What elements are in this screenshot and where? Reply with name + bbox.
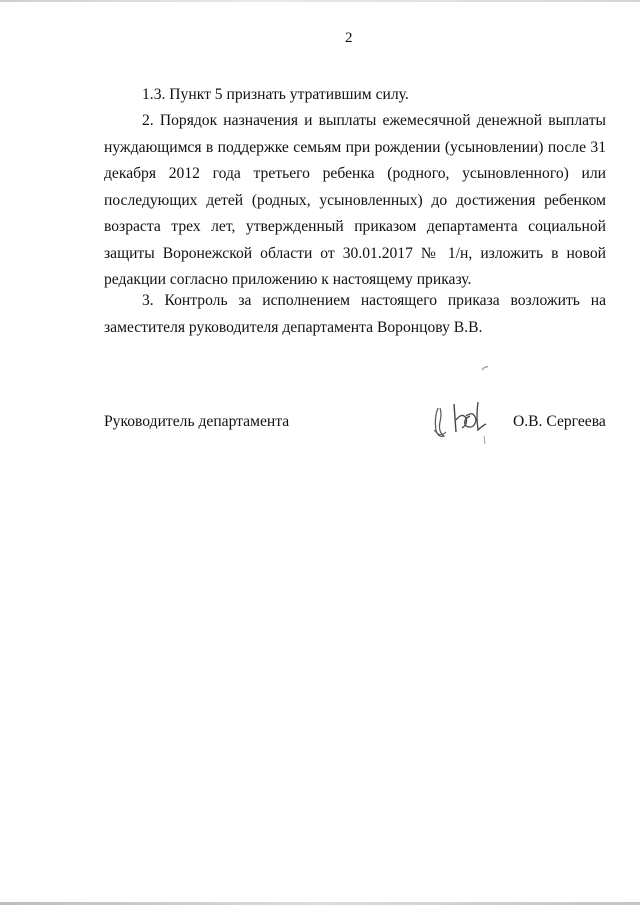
page-number: 2 bbox=[345, 30, 353, 46]
handwritten-signature bbox=[420, 360, 500, 455]
scan-edge-top bbox=[0, 0, 640, 2]
signer-name: О.В. Сергеева bbox=[513, 413, 606, 430]
paragraph-2: 2. Порядок назначения и выплаты ежемесячной денежной выплаты нуждающимся в поддержке семьям при рождении (усыновлении) после 31 декабря 2012 года третьего ребенка (родного, усыновленного) или последующих детей (родных, усыновленных) до достижения ребенком возраста трех лет, утвержденный приказом департамента социальной защиты Воронежской области от 30.01.2017 № 1/н, изложить в новой редакции согласно приложению к настоящему приказу. bbox=[104, 112, 606, 288]
paragraph-3: 3. Контроль за исполнением настоящего приказа возложить на заместителя руководителя департамента Воронцову В.В. bbox=[104, 292, 606, 336]
signer-position-title: Руководитель департамента bbox=[104, 413, 290, 430]
paragraph-1-3: 1.3. Пункт 5 признать утратившим силу. bbox=[142, 86, 409, 103]
